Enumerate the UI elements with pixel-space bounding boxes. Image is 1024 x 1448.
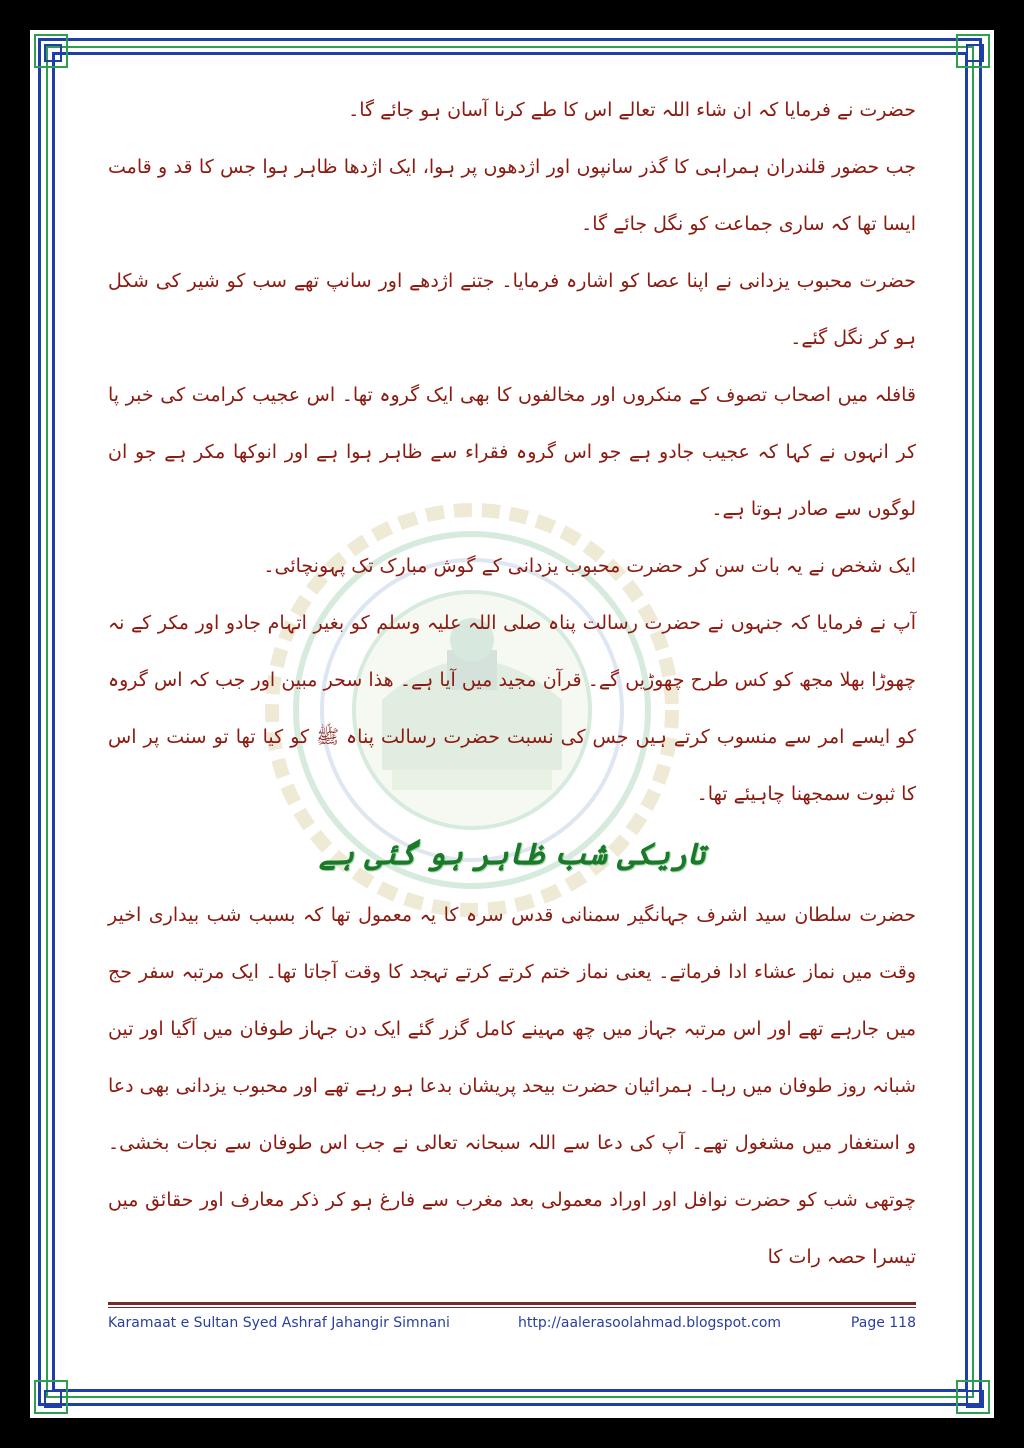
paragraph-6: آپ نے فرمایا کہ جنہوں نے حضرت رسالت پناہ صلی اللہ علیہ وسلم کو بغیر اتہام جادو اور مکر کے نہ چھوڑا بھلا مجھ کو کس طرح چھوڑیں گے۔ قرآن مجید میں آیا ہے۔ ھذا سحر مبین اور جب کہ اس گروہ کو ایسے امر سے منسوب کرتے ہیں جس کی نسبت حضرت رسالت پناہ ﷺ کو کیا تھا تو سنت پر اس کا ثبوت سمجھنا چاہیئے تھا۔ [108, 612, 916, 805]
corner-ornament-top-left [34, 34, 68, 68]
paragraph-7: حضرت سلطان سید اشرف جہانگیر سمنانی قدس سرہ کا یہ معمول تھا کہ بسبب شب بیداری اخیر وقت میں نماز عشاء ادا فرماتے۔ یعنی نماز ختم کرتے کرتے تہجد کا وقت آجاتا تھا۔ ایک مرتبہ سفر حج میں جارہے تھے اور اس مرتبہ جہاز میں چھ مہینے کامل گزر گئے ایک دن جہاز طوفان میں آگیا اور تین شبانہ روز طوفان میں رہا۔ ہمرائیان حضرت بیحد پریشان بدعا ہو رہے تھے اور محبوب یزدانی بھی دعا و استغفار میں مشغول تھے۔ آپ کی دعا سے اللہ سبحانہ تعالی نے جب اس طوفان سے نجات بخشی۔ چوتھی شب کو حضرت نوافل اور اوراد معمولی بعد مغرب سے فارغ ہو کر ذکر معارف اور حقائق میں تیسرا حصہ رات کا [108, 904, 916, 1268]
footer-rule [108, 1302, 916, 1305]
paragraph-2: جب حضور قلندران ہمراہی کا گذر سانپوں اور اژدھوں پر ہوا، ایک اژدھا ظاہر ہوا جس کا قد و قامت ایسا تھا کہ ساری جماعت کو نگل جائے گا۔ [108, 156, 916, 235]
section-heading: تاریکی شب ظاہر ہو گئی ہے [318, 837, 706, 872]
corner-ornament-bottom-right [956, 1380, 990, 1414]
paragraph-3: حضرت محبوب یزدانی نے اپنا عصا کو اشارہ فرمایا۔ جتنے اژدھے اور سانپ تھے سب کو شیر کی شکل ہو کر نگل گئے۔ [108, 270, 916, 349]
paragraph-5: ایک شخص نے یہ بات سن کر حضرت محبوب یزدانی کے گوش مبارک تک پہونچائی۔ [263, 555, 916, 577]
corner-ornament-bottom-left [34, 1380, 68, 1414]
footer-title: Karamaat e Sultan Syed Ashraf Jahangir Simnani [108, 1315, 450, 1331]
paragraph-1: حضرت نے فرمایا کہ ان شاء اللہ تعالے اس کا طے کرنا آسان ہو جائے گا۔ [348, 99, 916, 121]
footer-page-number: Page 118 [850, 1315, 916, 1331]
footer-rule-thin [108, 1307, 916, 1308]
corner-ornament-top-right [956, 34, 990, 68]
paragraph-4: قافلہ میں اصحاب تصوف کے منکروں اور مخالفوں کا بھی ایک گروہ تھا۔ اس عجیب کرامت کی خبر پا کر انہوں نے کہا کہ عجیب جادو ہے جو اس گروہ فقراء سے ظاہر ہوا ہے اور انوکھا مکر ہے جو ان لوگوں سے صادر ہوتا ہے۔ [108, 384, 916, 520]
footer-url: http://aalerasoolahmad.blogspot.com [518, 1315, 782, 1331]
document-body [108, 82, 916, 1286]
page-footer [108, 1315, 916, 1339]
